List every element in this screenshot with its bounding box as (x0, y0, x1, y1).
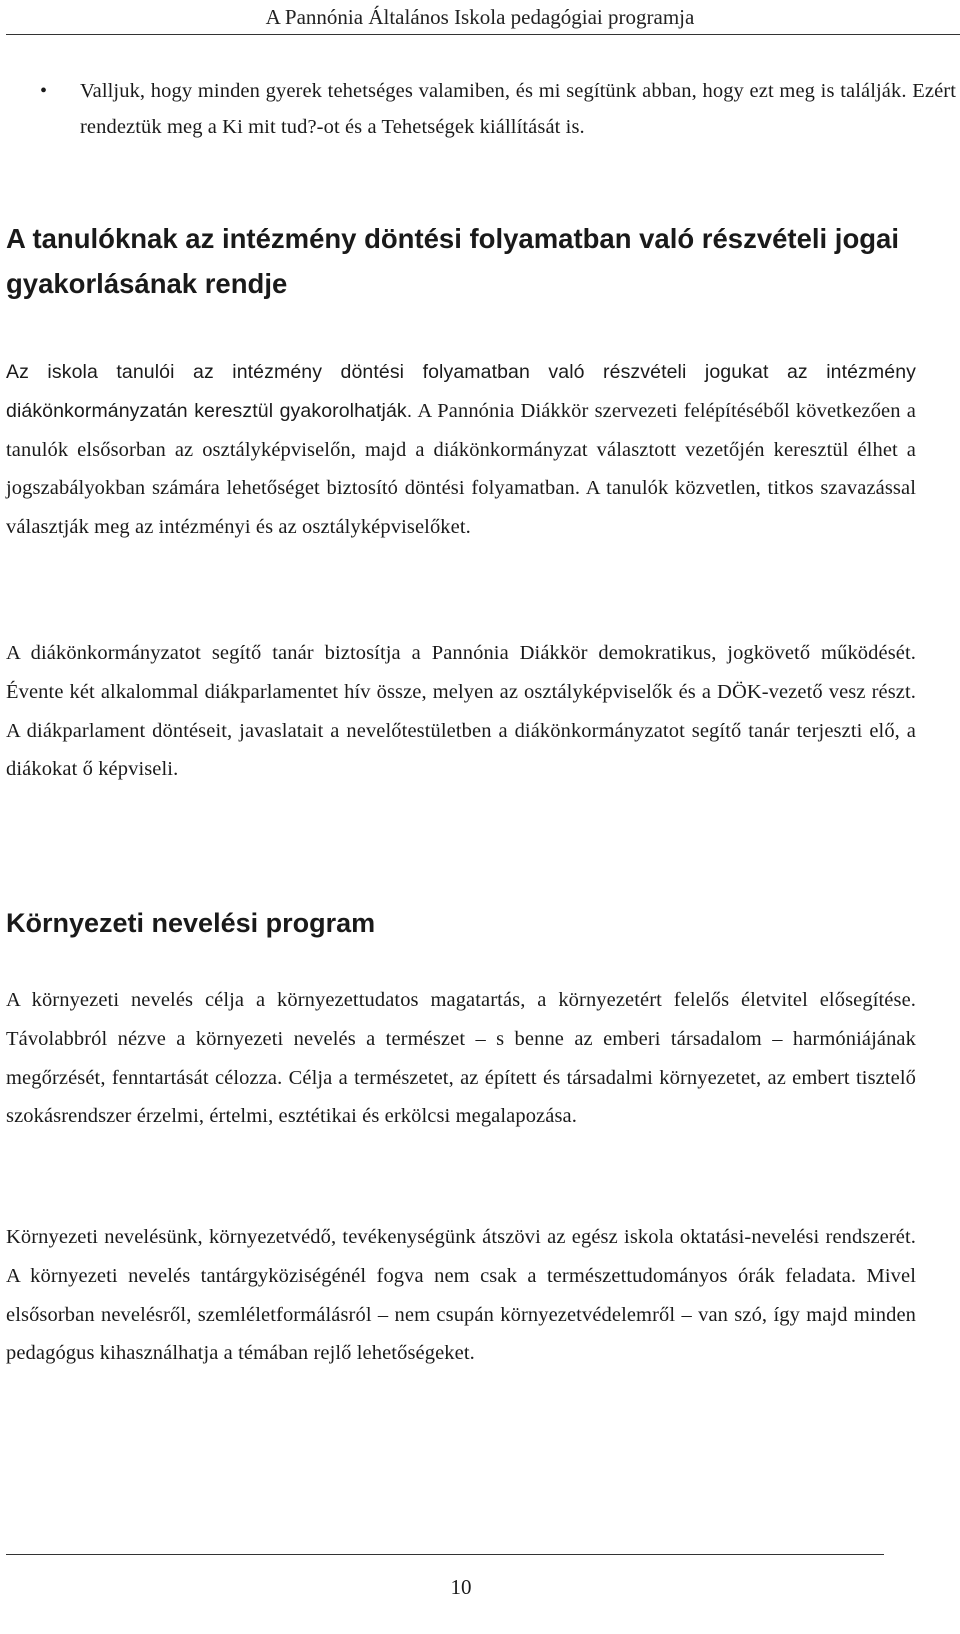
bullet-text: Valljuk, hogy minden gyerek tehetséges valamiben, és mi segítünk abban, hogy ezt meg is találják. Ezért rendeztük meg a Ki mit tud?-ot és a Tehetségek kiállítását is. (80, 80, 956, 138)
environmental-paragraph-1: A környezeti nevelés célja a környezettudatos magatartás, a környezetért felelős életvitel elősegítése. Távolabbról nézve a környezeti nevelés a természet – s benne az emberi társadalom – harmóniájának megőrzését, fenntartását célozza. Célja a természetet, az épített és társadalmi környezetet, az embert tisztelő szokásrendszer érzelmi, értelmi, esztétikai és erkölcsi megalapozása. (6, 989, 916, 1128)
bullet-icon: • (40, 80, 48, 102)
student-rights-paragraph-2: A diákönkormányzatot segítő tanár biztosítja a Pannónia Diákkör demokratikus, jogkövető működését. Évente két alkalommal diákparlamentet hív össze, melyen az osztályképviselők és a DÖK-vezető vesz részt. A diákparlament döntéseit, javaslatait a nevelőtestületben a diákönkormányzatot segítő tanár terjeszti elő, a diákokat ő képviseli. (6, 642, 916, 781)
footer-divider (6, 1554, 884, 1555)
section-heading-student-rights: A tanulóknak az intézmény döntési folyamatban való részvételi jogai gyakorlásának rendje (6, 223, 899, 299)
running-header: A Pannónia Általános Iskola pedagógiai programja (265, 5, 695, 29)
paragraph-sans-run: Az iskola tanulói az intézmény döntési folyamatban való részvételi jogukat az intézmény diákönkormányzatán keresztül gyakorolhatják. (6, 361, 916, 422)
section-heading-environmental-education: Környezeti nevelési program (6, 908, 376, 938)
student-rights-paragraph-1 (6, 353, 916, 547)
header-divider (6, 34, 960, 35)
environmental-paragraph-2: Környezeti nevelésünk, környezetvédő, tevékenységünk átszövi az egész iskola oktatási-nevelési rendszerét. A környezeti nevelés tantárgyköziségénél fogva nem csak a természettudományos órák feladata. Mivel elsősorban nevelésről, szemléletformálásról – nem csupán környezetvédelemről – van szó, így majd minden pedagógus kihasználhatja a témában rejlő lehetőségeket. (6, 1226, 916, 1365)
page-number: 10 (450, 1575, 472, 1599)
paragraph-serif-run: A Pannónia Diákkör szervezeti felépítéséből következően a tanulók elsősorban az osztályképviselőn, majd a diákönkormányzat választott vezetőjén keresztül élhet a jogszabályokban számára lehetőséget biztosító döntési folyamatban. A tanulók közvetlen, titkos szavazással választják meg az intézményi és az osztályképviselőket. (6, 399, 916, 539)
